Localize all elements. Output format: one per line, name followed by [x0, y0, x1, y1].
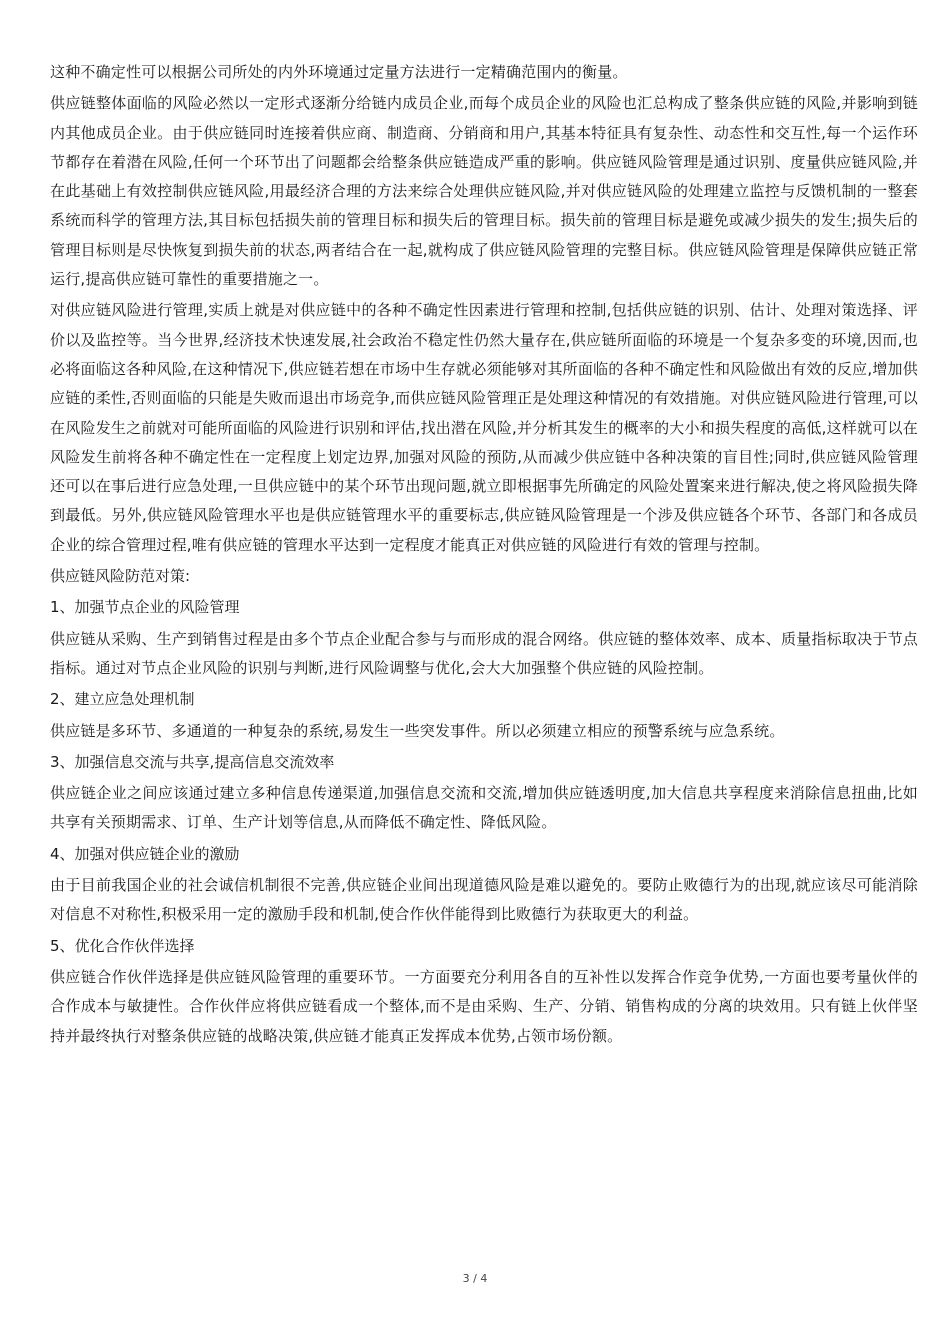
paragraph-2: 供应链是多环节、多通道的一种复杂的系统,易发生一些突发事件。所以必须建立相应的预警系统与应急系统。	[50, 721, 785, 740]
section-heading-countermeasures: 供应链风险防范对策:	[50, 567, 191, 586]
paragraph-4: 由于目前我国企业的社会诚信机制很不完善,供应链企业间出现道德风险是难以避免的。要防止败德行为的出现,就应该尽可能消除对信息不对称性,积极采用一定的激励手段和机制,使合作伙伴能得到比败德行为获取更大的利益。	[50, 876, 918, 924]
subheading-1: 1、加强节点企业的风险管理	[50, 598, 240, 617]
paragraph-risk-management: 对供应链风险进行管理,实质上就是对供应链中的各种不确定性因素进行管理和控制,包括供应链的识别、估计、处理对策选择、评价以及监控等。当今世界,经济技术快速发展,社会政治不稳定性仍然大量存在,供应链所面临的环境是一个复杂多变的环境,因而,也必将面临这各种风险,在这种情况下,供应链若想在市场中生存就必须能够对其所面临的各种不确定性和风险做出有效的反应,增加供应链的柔性,否则面临的只能是失败而退出市场竞争,而供应链风险管理正是处理这种情况的有效措施。对供应链风险进行管理,可以在风险发生之前就对可能所面临的风险进行识别和评估,找出潜在风险,并分析其发生的概率的大小和损失程度的高低,这样就可以在风险发生前将各种不确定性在一定程度上划定边界,加强对风险的预防,从而减少供应链中各种决策的盲目性;同时,供应链风险管理还可以在事后进行应急处理,一旦供应链中的某个环节出现问题,就立即根据事先所确定的风险处置案来进行解决,使之将风险损失降到最低。另外,供应链风险管理水平也是供应链管理水平的重要标志,供应链风险管理是一个涉及供应链各个环节、各部门和各成员企业的综合管理过程,唯有供应链的管理水平达到一定程度才能真正对供应链的风险进行有效的管理与控制。	[50, 301, 918, 554]
subheading-3: 3、加强信息交流与共享,提高信息交流效率	[50, 752, 335, 771]
paragraph-risk-overview: 供应链整体面临的风险必然以一定形式逐渐分给链内成员企业,而每个成员企业的风险也汇总构成了整条供应链的风险,并影响到链内其他成员企业。由于供应链同时连接着供应商、制造商、分销商和用户,其基本特征具有复杂性、动态性和交互性,每一个运作环节都存在着潜在风险,任何一个环节出了问题都会给整条供应链造成严重的影响。供应链风险管理是通过识别、度量供应链风险,并在此基础上有效控制供应链风险,用最经济合理的方法来综合处理供应链风险,并对供应链风险的处理建立监控与反馈机制的一整套系统而科学的管理方法,其目标包括损失前的管理目标和损失后的管理目标。损失前的管理目标是避免或减少损失的发生;损失后的管理目标则是尽快恢复到损失前的状态,两者结合在一起,就构成了供应链风险管理的完整目标。供应链风险管理是保障供应链正常运行,提高供应链可靠性的重要措施之一。	[50, 94, 918, 289]
paragraph-5: 供应链合作伙伴选择是供应链风险管理的重要环节。一方面要充分利用各自的互补性以发挥合作竞争优势,一方面也要考量伙伴的合作成本与敏捷性。合作伙伴应将供应链看成一个整体,而不是由采购、生产、分销、销售构成的分离的块效用。只有链上伙伴坚持并最终执行对整条供应链的战略决策,供应链才能真正发挥成本优势,占领市场份额。	[50, 967, 918, 1045]
subheading-2: 2、建立应急处理机制	[50, 690, 195, 709]
subheading-4: 4、加强对供应链企业的激励	[50, 844, 240, 863]
paragraph-1: 供应链从采购、生产到销售过程是由多个节点企业配合参与与而形成的混合网络。供应链的整体效率、成本、质量指标取决于节点指标。通过对节点企业风险的识别与判断,进行风险调整与优化,会大大加强整个供应链的风险控制。	[50, 629, 918, 677]
subheading-5: 5、优化合作伙伴选择	[50, 936, 195, 955]
page-number: 3 / 4	[462, 1272, 488, 1285]
document-body	[50, 58, 918, 1053]
paragraph-continuation: 这种不确定性可以根据公司所处的内外环境通过定量方法进行一定精确范围内的衡量。	[50, 63, 628, 81]
paragraph-3: 供应链企业之间应该通过建立多种信息传递渠道,加强信息交流和交流,增加供应链透明度,加大信息共享程度来消除信息扭曲,比如共享有关预期需求、订单、生产计划等信息,从而降低不确定性、降低风险。	[50, 784, 918, 832]
